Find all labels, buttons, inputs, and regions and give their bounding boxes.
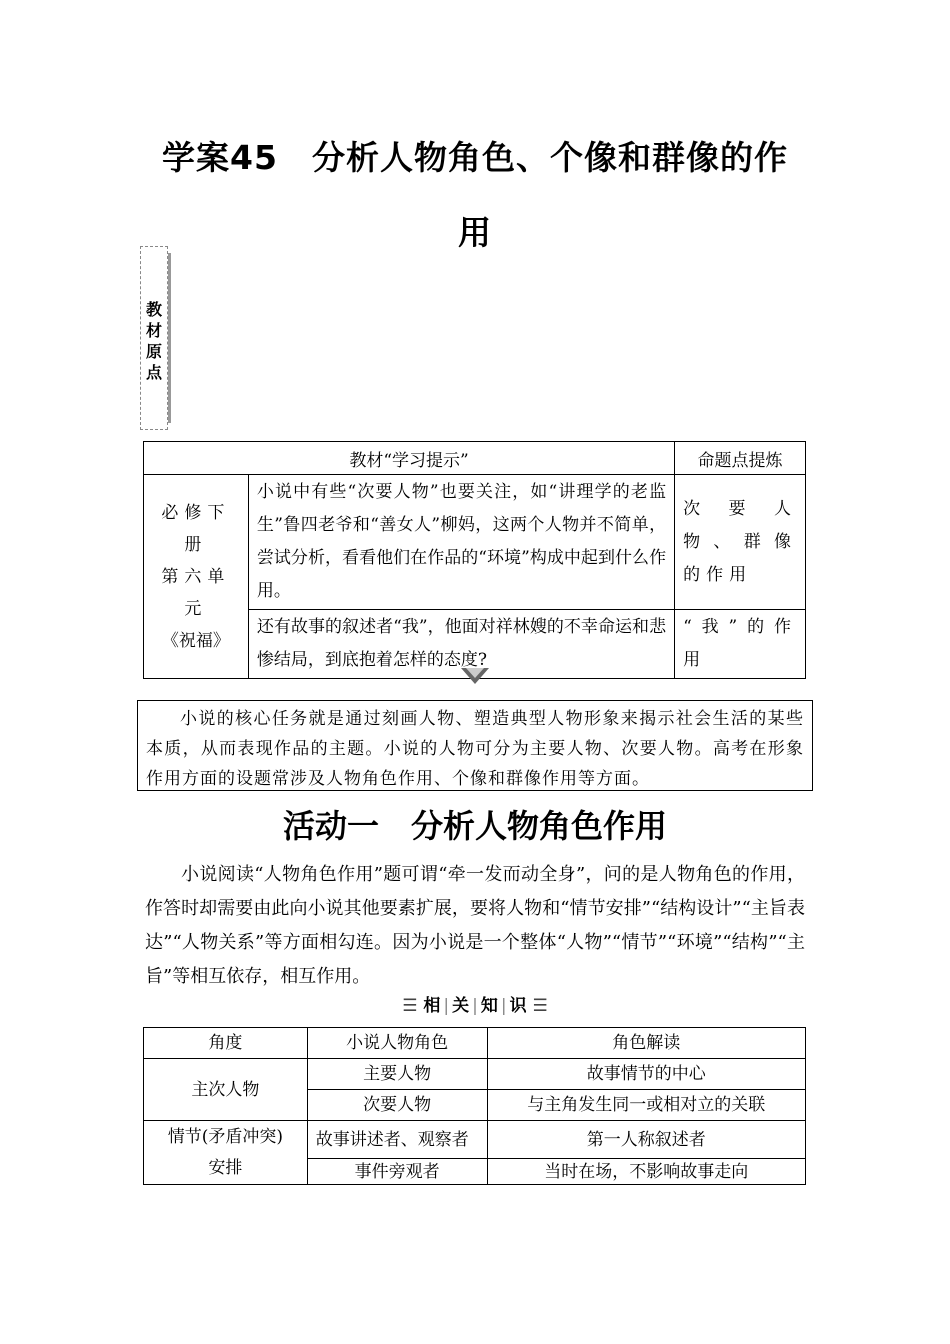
tag-char: 点: [145, 363, 162, 382]
title-line-2: 用: [458, 213, 492, 252]
reading-cell: 故事情节的中心: [487, 1059, 806, 1090]
source-line: 第六单元: [161, 566, 231, 619]
header-char: 关: [452, 996, 470, 1016]
knowledge-table: [143, 1027, 806, 1185]
page-title: [145, 120, 805, 270]
source-line: 《祝福》: [161, 630, 230, 651]
header-point: 命题点提炼: [675, 442, 806, 475]
header-tip: 教材“学习提示”: [144, 442, 675, 475]
reading-cell: 第一人称叙述者: [487, 1121, 806, 1159]
reading-cell: 当时在场，不影响故事走向: [487, 1159, 806, 1185]
down-arrow-inner-icon: [466, 668, 484, 678]
group-line: 情节(矛盾冲突): [167, 1127, 283, 1147]
header-dash-icon: ☰: [402, 996, 418, 1016]
role-cell: 主要人物: [307, 1059, 487, 1090]
knowledge-header: ☰ 相 | 关 | 知 | 识 ☰: [402, 996, 548, 1016]
section-tag-textbook-origin: [140, 246, 168, 430]
role-cell: 故事讲述者、观察者: [307, 1121, 487, 1159]
col-header: 角度: [144, 1028, 308, 1059]
tip-cell-2: 还有故事的叙述者“我”，他面对祥林嫂的不幸命运和悲惨结局，到底抱着怎样的态度?: [248, 610, 674, 679]
activity-paragraph: 小说阅读“人物角色作用”题可谓“牵一发而动全身”，问的是人物角色的作用，作答时却需要由此向小说其他要素扩展，要将人物和“情节安排”“结构设计”“主旨表达”“人物关系”等方面相勾连。因为小说是一个整体“人物”“情节”“环境”“结构”“主旨”等相互依存，相互作用。: [145, 864, 805, 987]
intro-box: 小说的核心任务就是通过刻画人物、塑造典型人物形象来揭示社会生活的某些本质，从而表现作品的主题。小说的人物可分为主要人物、次要人物。高考在形象作用方面的设题常涉及人物角色作用、个像和群像作用等方面。: [137, 700, 813, 791]
header-dash-icon: ☰: [532, 996, 548, 1016]
group-cell: [144, 1121, 308, 1185]
role-cell: 次要人物: [307, 1090, 487, 1121]
activity-title: 活动一 分析人物角色作用: [282, 807, 667, 845]
textbook-tip-table: [143, 441, 806, 679]
group-cell: 主次人物: [144, 1059, 308, 1121]
title-line-1: 学案45 分析人物角色、个像和群像的作: [162, 138, 788, 177]
group-line: 安排: [208, 1158, 243, 1178]
source-line: 必修下册: [161, 502, 231, 555]
source-cell: [144, 475, 249, 679]
header-char: 知: [480, 996, 498, 1016]
point-cell-1: 次要人物、群像的作用: [675, 475, 806, 610]
col-header: 小说人物角色: [307, 1028, 487, 1059]
role-cell: 事件旁观者: [307, 1159, 487, 1185]
tag-char: 材: [145, 321, 162, 340]
reading-cell: 与主角发生同一或相对立的关联: [487, 1090, 806, 1121]
header-char: 相: [423, 996, 441, 1016]
tag-char: 原: [145, 342, 162, 361]
header-char: 识: [509, 996, 527, 1016]
tag-bar: [168, 253, 171, 423]
tag-char: 教: [145, 300, 162, 319]
col-header: 角色解读: [487, 1028, 806, 1059]
tip-cell-1: 小说中有些“次要人物”也要关注，如“讲理学的老监生”鲁四老爷和“善女人”柳妈，这两个人物并不简单，尝试分析，看看他们在作品的“环境”构成中起到什么作用。: [248, 475, 674, 610]
point-cell-2: “我”的作用: [675, 610, 806, 679]
